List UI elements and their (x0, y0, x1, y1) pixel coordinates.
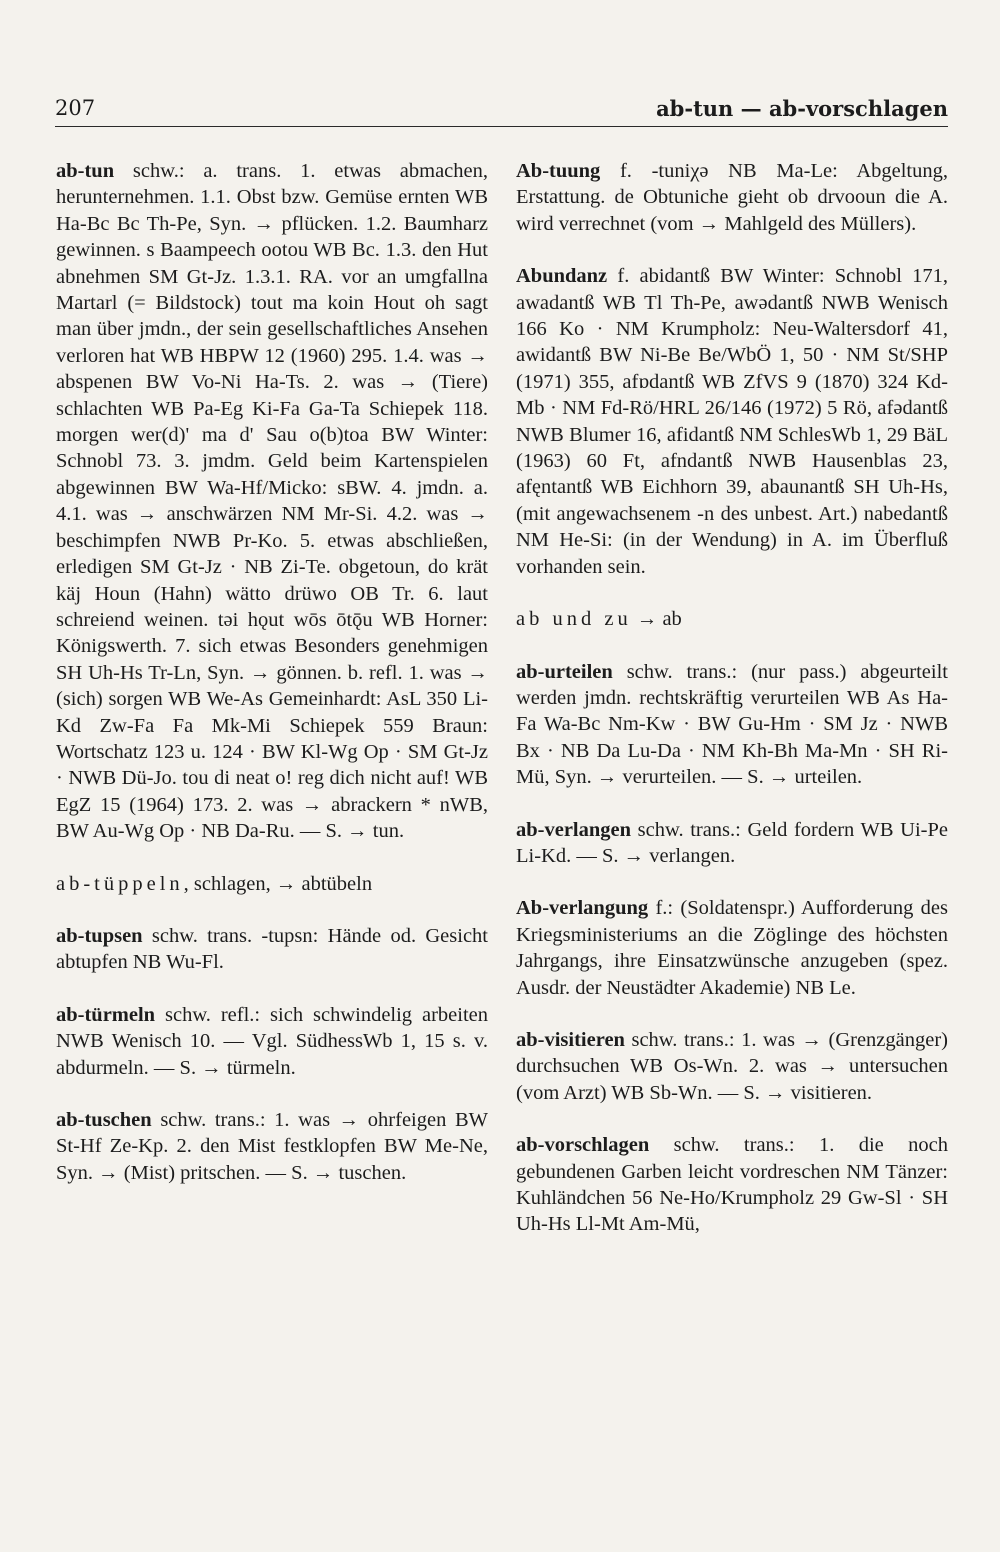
entry-text: schw.: a. trans. 1. etwas abmachen, herunternehmen. 1.1. Obst bzw. Gemüse ernten WB Ha-Bc Bc Th-Pe, Syn. → pflücken. 1.2. Baumharz gewinnen. s Baampeech ootou WB Bc. 1.3. den Hut abnehmen SM Gt-Jz. 1.3.1. RA. vor an umgfallna Martarl (= Bildstock) tout ma koin Hout oh sagt man über jmdn., der sein gesellschaftliches Ansehen verloren hat WB HBPW 12 (1960) 295. 1.4. was → abspenen BW Vo-Ni Ha-Ts. 2. was → (Tiere) schlachten WB Pa-Eg Ki-Fa Ga-Ta Schiepek 118. morgen wer(d)' ma d' Sau o(b)toa BW Winter: Schnobl 73. 3. jmdm. Geld beim Kartenspielen abgewinnen BW Wa-Hf/Micko: sBW. 4. jmdn. a. 4.1. was → anschwärzen NM Mr-Si. 4.2. was → beschimpfen NWB Pr-Ko. 5. etwas abschließen, erledigen SM Gt-Jz · NB Zi-Te. obgetoun, do krät käj Houn (Hahn) wätto drüwo OB Tr. 6. laut schreiend weinen. təi hǫut wōs ōtǭu WB Horner: Königswerth. 7. sich etwas Besonders genehmigen SH Uh-Hs Tr-Ln, Syn. → gönnen. b. refl. 1. was → (sich) sorgen WB We-As Gemeinhardt: AsL 350 Li-Kd Zw-Fa Fa Mk-Mi Schiepek 559 Braun: Wortschatz 123 u. 124 · BW Kl-Wg Op · SM Gt-Jz · NWB Dü-Jo. tou di neat o! reg dich nicht auf! WB EgZ 15 (1964) 173. 2. was → abrackern * nWB, BW Au-Wg Op · NB Da-Ru. — S. → tun. (56, 160, 488, 843)
running-head: ab-tun — ab-vorschlagen (656, 96, 948, 121)
headword: ab-tüppeln (56, 872, 184, 895)
entry-text: f. abidantß BW Winter: Schnobl 171, awadantß WB Tl Th-Pe, awədantß NWB Wenisch 166 Ko · NM Krumpholz: Neu-Waltersdorf 41, awidantß BW Ni-Be Be/WbÖ 1, 50 · NM St/SHP (1971) 355, afɒdantß WB ZfVS 9 (1870) 324 Kd-Mb · NM Fd-Rö/HRL 26/146 (1972) 5 Rö, afədantß NWB Blumer 16, afidantß NM SchlesWb 1, 29 BäL (1963) 60 Ft, afndantß NWB Hausenblas 23, afęntantß WB Eichhorn 39, abaunantß SH Uh-Hs, (mit angewachsenem -n des unbest. Art.) nabedantß NM He-Si: (in der Wendung) in A. im Überfluß vorhanden sein. (516, 265, 948, 578)
headword: ab-urteilen (516, 660, 613, 683)
headword: ab-türmeln (56, 1003, 156, 1026)
entry-text: → ab (631, 608, 682, 631)
left-column (56, 158, 488, 1212)
entry-ab-tun (56, 158, 488, 845)
entry-ab-vorschlagen (516, 1132, 948, 1238)
entry-text: f. -tuniχə NB Ma-Le: Abgeltung, Erstattung. de Obtuniche gieht ob drvooun die A. wird verrechnet (vom → Mahlgeld des Müllers). (516, 160, 948, 235)
headword: ab und zu (516, 608, 632, 631)
entry-ab-tuermeln (56, 1002, 488, 1081)
right-column (516, 158, 948, 1264)
entry-text: schw. trans.: 1. was → ohrfeigen BW St-Hf Ze-Kp. 2. den Mist festklopfen BW Me-Ne, Syn. → (Mist) pritschen. — S. → tuschen. (56, 1109, 488, 1184)
entry-text: , schlagen, → abtübeln (183, 872, 373, 895)
entry-ab-urteilen (516, 659, 948, 791)
headword: ab-tuschen (56, 1109, 152, 1131)
headword: ab-verlangen (516, 818, 632, 841)
entry-text: schw. trans.: 1. was → (Grenzgänger) durchsuchen WB Os-Wn. 2. was → untersuchen (vom Arzt) WB Sb-Wn. — S. → visitieren. (516, 1028, 948, 1104)
headword: ab-tupsen (56, 924, 143, 947)
page-number: 207 (55, 96, 96, 120)
headword: Abundanz (516, 265, 608, 288)
entry-text: schw. refl.: sich schwindelig arbeiten NWB Wenisch 10. — Vgl. SüdhessWb 1, 15 s. v. abdurmeln. — S. → türmeln. (56, 1003, 488, 1079)
headword: ab-visitieren (516, 1028, 625, 1051)
page-header (55, 96, 948, 127)
headword: Ab-verlangung (516, 897, 649, 920)
entry-text: schw. trans.: 1. die noch gebundenen Garben leicht vordreschen NM Tänzer: Kuhländchen 56 Ne-Ho/Krumpholz 29 Gw-Sl · SH Uh-Hs Ll-Mt Am-Mü, (516, 1134, 948, 1236)
entry-text: schw. trans.: Geld fordern WB Ui-Pe Li-Kd. — S. → verlangen. (516, 818, 948, 867)
entry-ab-verlangen (516, 817, 948, 870)
entry-text: schw. trans.: (nur pass.) abgeurteilt werden jmdn. rechtskräftig verurteilen WB As Ha-Fa Wa-Bc Nm-Kw · BW Gu-Hm · SM Jz · NWB Bx · NB Da Lu-Da · NM Kh-Bh Ma-Mn · SH Ri-Mü, Syn. → verurteilen. — S. → urteilen. (516, 660, 948, 789)
entry-text: schw. trans. -tupsn: Hände od. Gesicht abtupfen NB Wu-Fl. (56, 924, 488, 974)
entry-ab-verlangung (516, 895, 948, 1001)
entry-ab-und-zu (516, 606, 948, 632)
entry-ab-visitieren (516, 1027, 948, 1106)
entry-text: f.: (Soldatenspr.) Aufforderung des Kriegsministeriums an die Zöglinge des höchsten Jahrgangs, ihre Einsatzwünsche anzugeben (spez. Ausdr. der Neustädter Akademie) NB Le. (516, 897, 948, 999)
entry-ab-tupsen (56, 923, 488, 976)
entry-abundanz (516, 263, 948, 580)
headword: ab-vorschlagen (516, 1134, 650, 1157)
entry-ab-tuschen (56, 1107, 488, 1186)
entry-ab-tuung (516, 158, 948, 237)
headword: ab-tun (56, 160, 115, 182)
headword: Ab-tuung (516, 160, 601, 182)
entry-ab-tueppeln (56, 871, 488, 897)
